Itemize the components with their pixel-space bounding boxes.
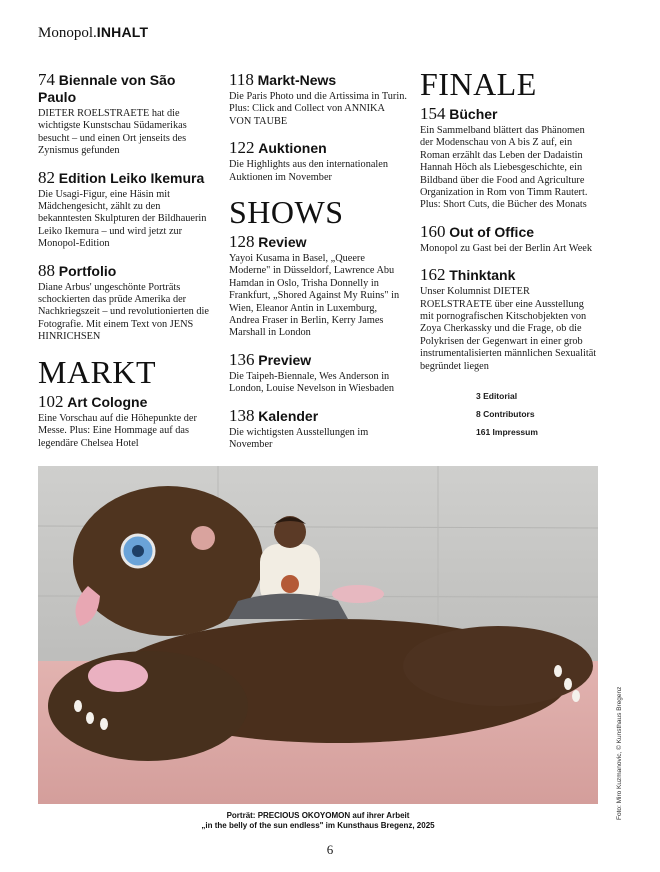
entry-number: 82: [38, 167, 55, 187]
misc-link-contributors[interactable]: 8 Contributors: [476, 409, 535, 420]
toc-entry[interactable]: [420, 267, 600, 373]
entry-title: Review: [258, 234, 307, 251]
section-heading-finale: FINALE: [420, 66, 537, 102]
toc-entry[interactable]: [38, 260, 216, 344]
entry-number: 88: [38, 260, 55, 280]
section-heading-shows: SHOWS: [229, 194, 344, 231]
toc-entry[interactable]: [229, 349, 407, 396]
entry-number: 154: [420, 104, 446, 123]
toc-column-3: [420, 64, 600, 441]
entry-number: 128: [229, 232, 255, 252]
misc-link-impressum[interactable]: 161 Impressum: [476, 427, 538, 438]
masthead: [38, 24, 148, 42]
entry-title: Portfolio: [58, 262, 117, 279]
entry-text: Ein Sammelband blättert das Phänomen der Modenschau von A bis Z auf, ein Roman erzählt das Leben der Dadaistin Hannah Höch als Liebesgeschichte, ein Bildband über die Food and Agriculture Organization in Rom von Timm Rautert. Plus: Short Cuts, die Bücher des Monats: [420, 125, 588, 211]
toc-entry[interactable]: [38, 391, 216, 450]
entry-title: Markt-News: [257, 72, 337, 88]
entry-text: Die Highlights aus den internationalen Auktionen im November: [229, 159, 388, 183]
entry-title: Thinktank: [449, 267, 516, 284]
toc-column-1: [38, 72, 216, 462]
entry-title: Biennale von São Paulo: [38, 72, 176, 105]
entry-text: Unser Kolumnist DIETER ROELSTRAETE über eine Ausstellung mit pornografischen Kitschobjekten von Zoya Cherkassky und die Frage, ob die Polykrisen der Gegenwart in einer grob instrumentalisierten männlichen Sexualität begründet liegen: [420, 286, 597, 372]
entry-text: Die wichtigsten Ausstellungen im November: [229, 426, 369, 451]
entry-number: 138: [229, 405, 255, 425]
entry-title: Out of Office: [449, 223, 535, 240]
entry-number: 162: [420, 265, 446, 285]
entry-text: Die Usagi-Figur, eine Häsin mit Mädchengesicht, zählt zu den bekanntesten Skulpturen der Bildhauerin Leiko Ikemura – und wird jetzt zur Monopol-Edition: [38, 188, 207, 250]
toc-entry[interactable]: [38, 72, 216, 158]
entry-text: Eine Vorschau auf die Höhepunkte der Messe. Plus: Eine Hommage auf das legendäre Chelsea Hotel: [38, 412, 197, 449]
toc-entry[interactable]: [420, 221, 600, 255]
bear-paw: [88, 660, 148, 692]
entry-number: 136: [229, 349, 255, 369]
photo-credit: Foto: Miro Kuzmanovic, © Kunsthaus Bregenz: [616, 686, 623, 820]
toc-entry[interactable]: [229, 234, 407, 340]
misc-link-editorial[interactable]: 3 Editorial: [476, 391, 518, 402]
masthead-section: INHALT: [96, 24, 149, 40]
toc-entry[interactable]: [38, 167, 216, 251]
entry-title: Kalender: [258, 407, 319, 424]
toc-entry[interactable]: [420, 106, 600, 212]
entry-text: Yayoi Kusama in Basel, „Queere Moderne" in Düsseldorf, Lawrence Abu Hamdan in Oslo, Trisha Donnelly in Frankfurt, „Shored Against My Ruins" in Wien, Eleanor Antin in Luxemburg, Andrea Fraser in Berlin, Kerry James Marshall in London: [229, 253, 400, 339]
masthead-brand: Monopol.: [38, 25, 97, 41]
entry-title: Preview: [258, 351, 312, 368]
cover-photo: [38, 466, 598, 804]
section-heading-markt: MARKT: [38, 353, 157, 390]
toc-entry[interactable]: [229, 140, 407, 184]
photo-illustration: [38, 466, 598, 804]
entry-number: 118: [229, 70, 254, 89]
entry-text: Die Paris Photo und die Artissima in Turin. Plus: Click and Collect von ANNIKA VON TAUBE: [229, 91, 407, 127]
entry-text: Die Taipeh-Biennale, Wes Anderson in London, Louise Nevelson in Wiesbaden: [229, 370, 394, 395]
caption-line-1: Porträt: PRECIOUS OKOYOMON auf ihrer Arbeit: [226, 811, 410, 820]
misc-links: [476, 387, 600, 441]
entry-text: Monopol zu Gast bei der Berlin Art Week: [420, 242, 592, 254]
entry-number: 160: [420, 221, 446, 241]
photo-caption: [38, 811, 598, 831]
entry-number: 74: [38, 70, 55, 89]
entry-number: 102: [38, 391, 64, 411]
entry-title: Edition Leiko Ikemura: [58, 169, 205, 186]
toc-entry[interactable]: [229, 72, 407, 128]
entry-text: DIETER ROELSTRAETE hat die wichtigste Kunstschau Südamerikas besucht – und einen Ort jenseits des Zynismus gefunden: [38, 108, 187, 157]
entry-title: Auktionen: [258, 140, 327, 157]
caption-line-2: „in the belly of the sun endless" im Kunsthaus Bregenz, 2025: [201, 821, 435, 830]
entry-text: Diane Arbus' ungeschönte Porträts schockierten das prüde Amerika der Nachkriegszeit – und revolutionierten die Fotografie. Mit einem Text von JENS HINRICHSEN: [38, 281, 209, 343]
entry-title: Art Cologne: [67, 393, 148, 410]
page-number: 6: [326, 842, 334, 857]
toc-column-2: [229, 72, 407, 464]
entry-title: Bücher: [449, 106, 498, 122]
entry-number: 122: [229, 138, 255, 158]
toc-entry[interactable]: [229, 405, 407, 452]
